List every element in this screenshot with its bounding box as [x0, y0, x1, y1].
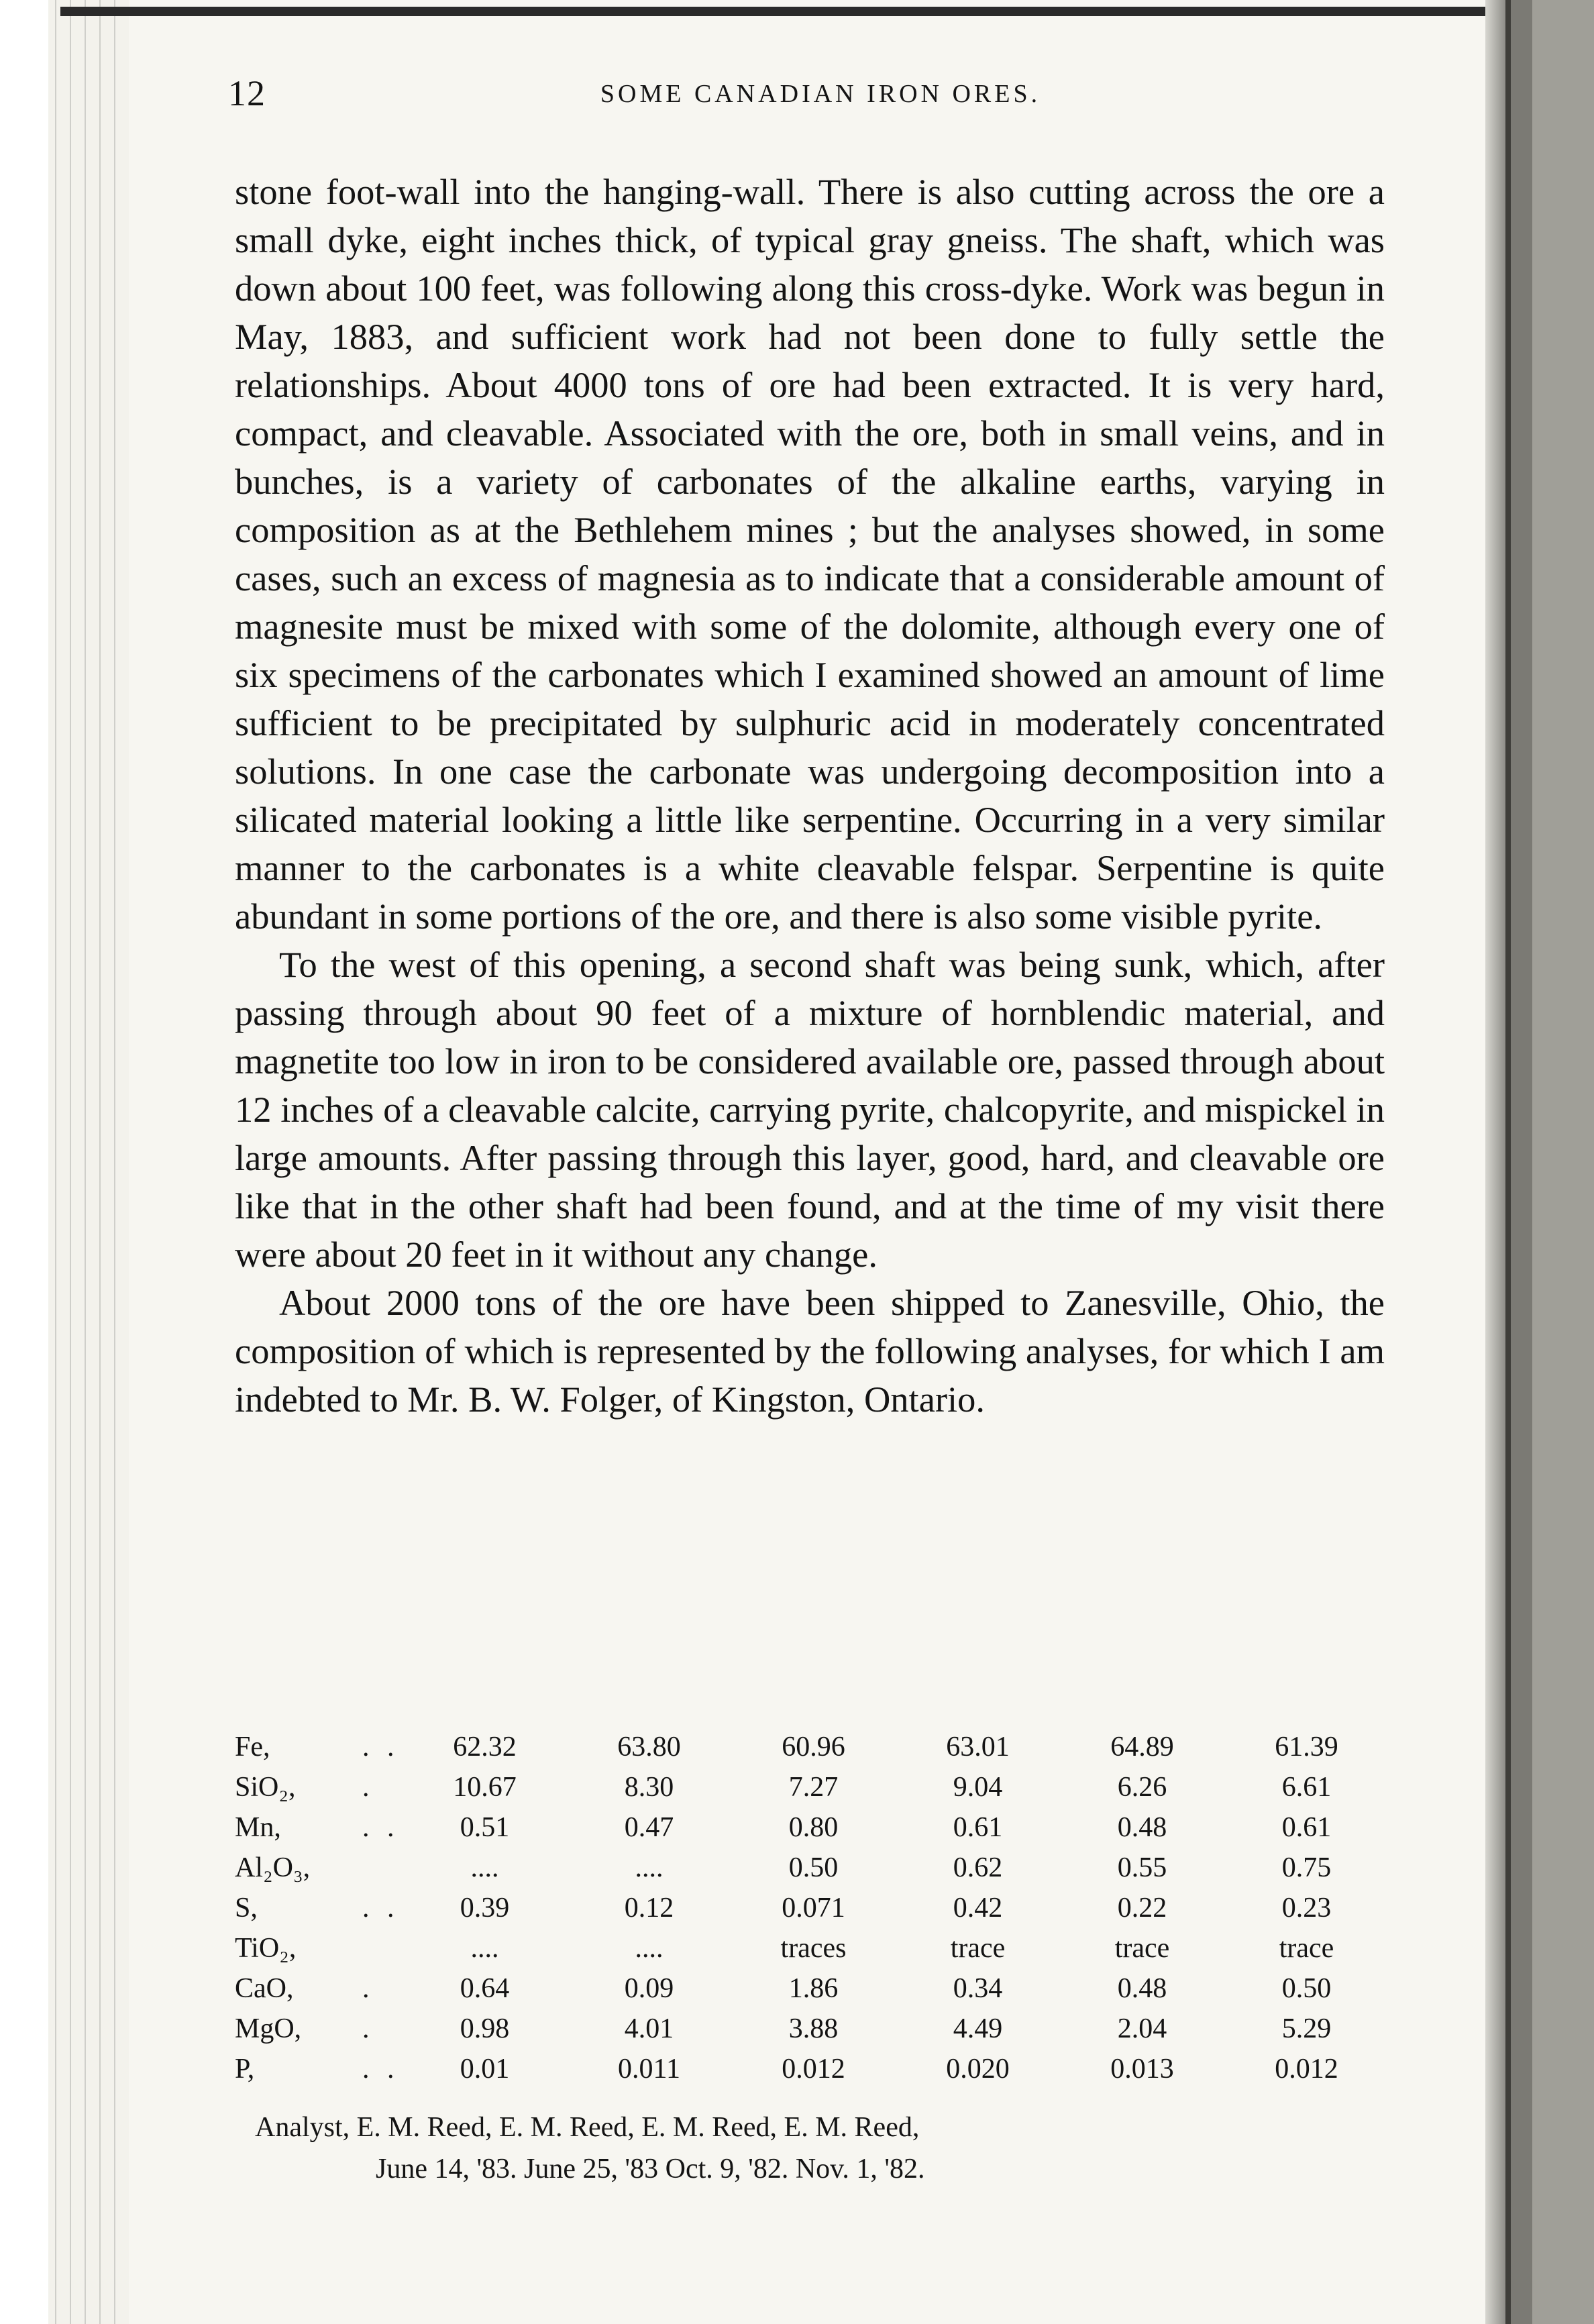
cell-value: 6.61	[1281, 1772, 1332, 1803]
table-row	[235, 1928, 1389, 1968]
page-right-shadow	[1485, 0, 1505, 2324]
cell-value: 0.55	[1117, 1852, 1167, 1883]
cell-value: 0.012	[1275, 2054, 1338, 2084]
cell-value: trace	[950, 1933, 1006, 1964]
paragraph-1: stone foot-wall into the hanging-wall. There is also cutting across the ore a small dyke, eight inches thick, of typical gray gneiss. The shaft, which was down about 100 feet, was following along this cross-dyke. Work was begun in May, 1883, and sufficient work had not been done to fully settle the relationships. About 4000 tons of ore had been extracted. It is very hard, compact, and cleavable. Associated with the ore, both in small veins, and in bunches, is a variety of carbonates of the alkaline earths, varying in composition as at the Bethlehem mines ; but the analyses showed, in some cases, such an excess of magnesia as to indicate that a considerable amount of magnesite must be mixed with some of the dolomite, although every one of six specimens of the carbonates which I examined showed an amount of lime sufficient to be precipitated by sulphuric acid in moderately concentrated solutions. In one case the carbonate was undergoing decomposition into a silicated material looking a little like serpentine. Occurring in a very similar manner to the carbonates is a white cleavable felspar. Serpentine is quite abundant in some portions of the ore, and there is also some visible pyrite.	[235, 171, 1385, 937]
row-leader	[362, 1848, 403, 1888]
cell-value: 0.62	[953, 1852, 1003, 1883]
table-row	[235, 1727, 1389, 1767]
cell-value: 8.30	[624, 1772, 674, 1803]
row-leader: .	[362, 1973, 375, 2004]
row-leader: .	[362, 2013, 375, 2044]
cell-value: 0.23	[1281, 1893, 1332, 1923]
book-cover-edge	[1505, 0, 1594, 2324]
cell-value: 1.86	[788, 1973, 839, 2004]
cell-value: 0.34	[953, 1973, 1003, 2004]
table-row	[235, 2009, 1389, 2049]
cell-value: 5.29	[1281, 2013, 1332, 2044]
cell-value: 0.64	[460, 1973, 510, 2004]
cell-value: 0.42	[953, 1893, 1003, 1923]
running-head: SOME CANADIAN IRON ORES.	[600, 80, 1041, 108]
cell-value: 0.61	[1281, 1812, 1332, 1843]
table-row	[235, 1888, 1389, 1928]
cell-value: 4.49	[953, 2013, 1003, 2044]
cell-value: 0.51	[460, 1812, 510, 1843]
cell-value: 64.89	[1110, 1732, 1174, 1762]
cell-value: ....	[470, 1933, 499, 1964]
cell-value: 0.071	[782, 1893, 845, 1923]
cell-value: 9.04	[953, 1772, 1003, 1803]
analysis-dates-line: June 14, '83. June 25, '83 Oct. 9, '82. Nov. 1, '82.	[376, 2154, 925, 2184]
cell-value: traces	[780, 1933, 847, 1964]
analyses-table	[235, 1727, 1389, 2089]
analyst-line: Analyst, E. M. Reed, E. M. Reed, E. M. Reed, E. M. Reed,	[255, 2112, 920, 2143]
cell-value: ....	[635, 1852, 663, 1883]
cell-value: 0.39	[460, 1893, 510, 1923]
cell-value: ....	[635, 1933, 663, 1964]
cell-value: 0.50	[788, 1852, 839, 1883]
page-left-margin	[0, 0, 48, 2324]
cell-value: trace	[1114, 1933, 1170, 1964]
cell-value: 0.01	[460, 2054, 510, 2084]
table-row	[235, 1968, 1389, 2009]
table-row	[235, 1767, 1389, 1807]
row-label: Mn,	[235, 1812, 281, 1843]
cell-value: 10.67	[453, 1772, 517, 1803]
cell-value: 3.88	[788, 2013, 839, 2044]
cell-value: 0.011	[618, 2054, 680, 2084]
cell-value: 62.32	[453, 1732, 517, 1762]
cell-value: 0.22	[1117, 1893, 1167, 1923]
cell-value: ....	[470, 1852, 499, 1883]
cell-value: 61.39	[1275, 1732, 1338, 1762]
cell-value: 7.27	[788, 1772, 839, 1803]
page-stack-edge	[48, 0, 129, 2324]
body-text	[235, 168, 1385, 1424]
cell-value: 0.48	[1117, 1973, 1167, 2004]
cell-value: 60.96	[782, 1732, 845, 1762]
row-leader: . .	[362, 1812, 400, 1843]
cell-value: 63.01	[946, 1732, 1010, 1762]
cell-value: 6.26	[1117, 1772, 1167, 1803]
row-label: TiO₂,	[235, 1933, 297, 1964]
cell-value: 0.09	[624, 1973, 674, 2004]
table-row	[235, 2049, 1389, 2089]
cell-value: 0.020	[946, 2054, 1010, 2084]
row-leader	[362, 1928, 403, 1968]
cell-value: 4.01	[624, 2013, 674, 2044]
row-label: Fe,	[235, 1732, 270, 1762]
top-binding-rule	[60, 7, 1536, 16]
cell-value: 0.12	[624, 1893, 674, 1923]
cell-value: 0.98	[460, 2013, 510, 2044]
cell-value: 0.013	[1110, 2054, 1174, 2084]
row-label: MgO,	[235, 2013, 302, 2044]
row-leader: . .	[362, 2054, 400, 2084]
cell-value: 2.04	[1117, 2013, 1167, 2044]
row-label: Al₂O₃,	[235, 1852, 311, 1883]
cell-value: 0.47	[624, 1812, 674, 1843]
row-label: CaO,	[235, 1973, 294, 2004]
row-leader: . .	[362, 1893, 400, 1923]
cell-value: 0.50	[1281, 1973, 1332, 2004]
row-label: SiO₂,	[235, 1772, 296, 1803]
cell-value: 0.48	[1117, 1812, 1167, 1843]
row-leader: .	[362, 1772, 375, 1803]
cell-value: trace	[1279, 1933, 1334, 1964]
paragraph-3: About 2000 tons of the ore have been shipped to Zanesville, Ohio, the composition of which is represented by the following analyses, for which I am indebted to Mr. B. W. Folger, of Kingston, Ontario.	[235, 1282, 1385, 1420]
table-row	[235, 1848, 1389, 1888]
table-row	[235, 1807, 1389, 1848]
cell-value: 63.80	[617, 1732, 681, 1762]
cell-value: 0.012	[782, 2054, 845, 2084]
row-leader: . .	[362, 1732, 400, 1762]
page-number: 12	[228, 73, 266, 113]
row-label: P,	[235, 2054, 255, 2084]
cell-value: 0.80	[788, 1812, 839, 1843]
cell-value: 0.61	[953, 1812, 1003, 1843]
paragraph-2: To the west of this opening, a second shaft was being sunk, which, after passing through about 90 feet of a mixture of hornblendic material, and magnetite too low in iron to be considered available ore, passed through about 12 inches of a cleavable calcite, carrying pyrite, chalcopyrite, and mispickel in large amounts. After passing through this layer, good, hard, and cleavable ore like that in the other shaft had been found, and at the time of my visit there were about 20 feet in it without any change.	[235, 944, 1385, 1275]
analyst-credits	[255, 2107, 925, 2190]
row-label: S,	[235, 1893, 258, 1923]
cell-value: 0.75	[1281, 1852, 1332, 1883]
